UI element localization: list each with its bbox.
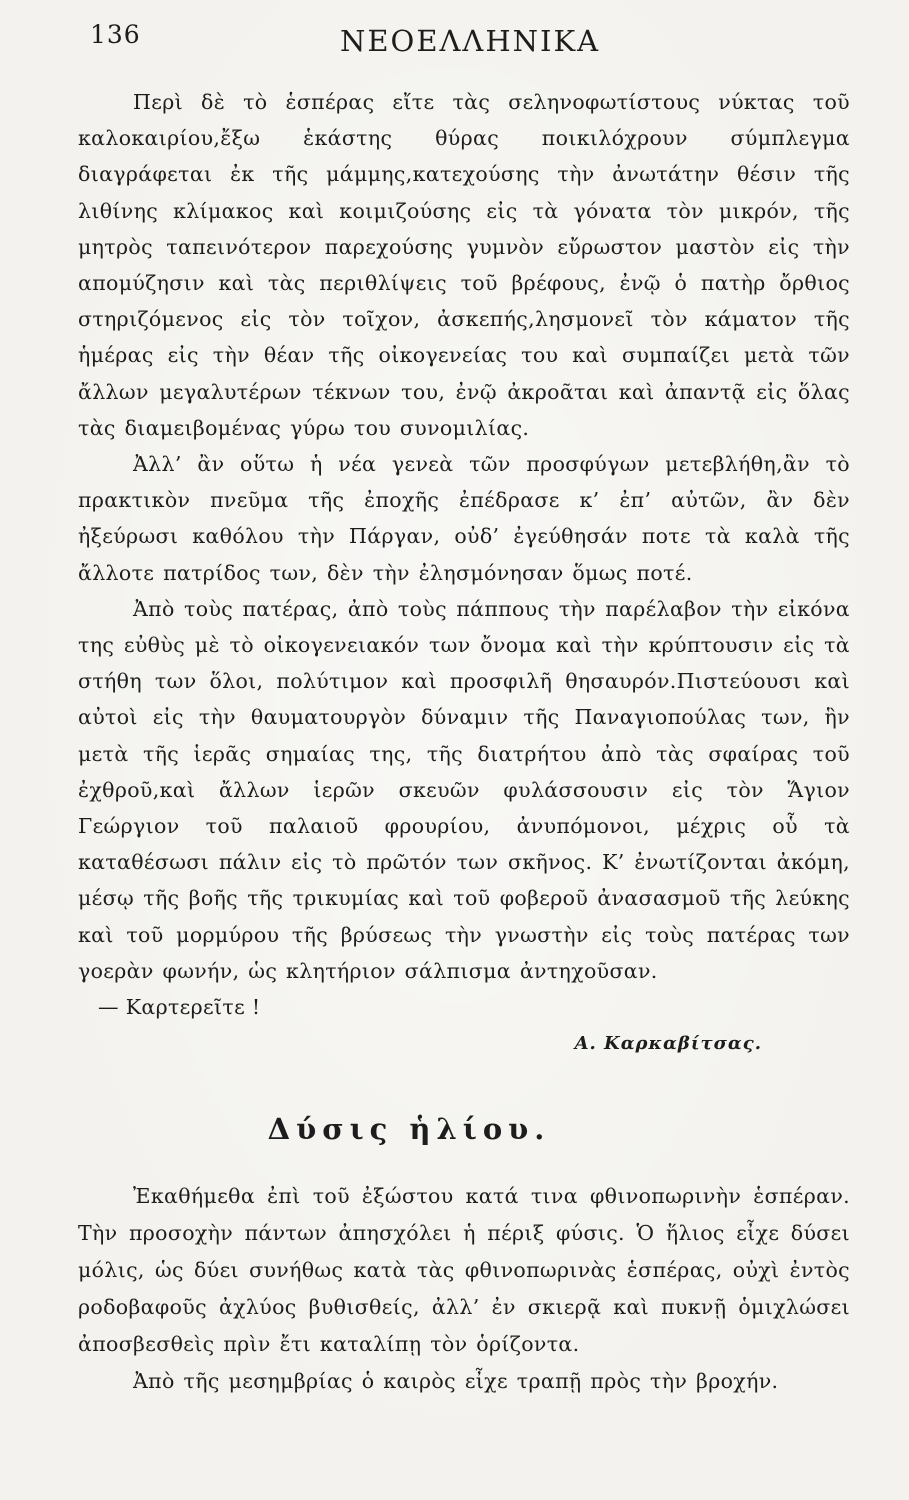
page-number: 136 <box>90 20 141 49</box>
article-paragraph-3: Ἀπὸ τοὺς πατέρας, ἀπὸ τοὺς πάππους τὴν παρέλαβον τὴν εἰκόνα της εὐθὺς μὲ τὸ οἰκογενειακόν των ὄνομα καὶ τὴν κρύπτουσιν εἰς τὰ στήθη των ὅλοι, πολύτιμον καὶ προσφιλῆ θησαυρόν.Πιστεύουσι καὶ αὐτοὶ εἰς τὴν θαυματουργὸν δύναμιν τῆς Παναγιοπούλας των, ἣν μετὰ τῆς ἱερᾶς σημαίας της, τῆς διατρήτου ἀπὸ τὰς σφαίρας τοῦ ἐχθροῦ,καὶ ἄλλων ἱερῶν σκευῶν φυλάσσουσιν εἰς τὸν Ἅγιον Γεώργιον τοῦ παλαιοῦ φρουρίου, ἀνυπόμονοι, μέχρις οὗ τὰ καταθέσωσι πάλιν εἰς τὸ πρῶτόν των σκῆνος. Κ’ ἐνωτίζονται ἀκόμη, μέσῳ τῆς βοῆς τῆς τρικυμίας καὶ τοῦ φοβεροῦ ἀνασασμοῦ τῆς λεύκης καὶ τοῦ μορμύρου τῆς βρύσεως τὴν γνωστὴν εἰς τοὺς πατέρας των γοερὰν φωνήν, ὡς κλητήριον σάλπισμα ἀντηχοῦσαν. <box>78 596 850 983</box>
section-paragraph-2: Ἀπὸ τῆς μεσημβρίας ὁ καιρὸς εἶχε τραπῇ πρὸς τὴν βροχήν. <box>133 1369 779 1394</box>
author-signature: Α. Καρκαβίτσας. <box>574 1033 762 1055</box>
section-title: Δύσις ἡλίου. <box>267 1112 551 1147</box>
section-paragraph-1: Ἐκαθήμεθα ἐπὶ τοῦ ἐξώστου κατά τινα φθινοπωρινὴν ἑσπέραν. Τὴν προσοχὴν πάντων ἀπησχόλει ἡ πέριξ φύσις. Ὁ ἥλιος εἶχε δύσει μόλις, ὡς δύει συνήθως κατὰ τὰς φθινοπωρινὰς ἑσπέρας, οὐχὶ ἐντὸς ροδοβαφοῦς ἀχλύος βυθισθείς, ἀλλ’ ἐν σκιερᾷ καὶ πυκνῇ ὁμιχλώσει ἀποσβεσθεὶς πρὶν ἔτι καταλίπῃ τὸν ὁρίζοντα. <box>78 1184 850 1357</box>
text-column <box>78 84 850 1400</box>
running-head: ΝΕΟΕΛΛΗΝΙΚΑ <box>340 24 601 58</box>
article-paragraph-1: Περὶ δὲ τὸ ἑσπέρας εἴτε τὰς σεληνοφωτίστους νύκτας τοῦ καλοκαιρίου,ἔξω ἑκάστης θύρας ποικιλόχρουν σύμπλεγμα διαγράφεται ἐκ τῆς μάμμης,κατεχούσης τὴν ἀνωτάτην θέσιν τῆς λιθίνης κλίμακος καὶ κοιμιζούσης εἰς τὰ γόνατα τὸν μικρόν, τῆς μητρὸς ταπεινότερον παρεχούσης γυμνὸν εὔρωστον μαστὸν εἰς τὴν απομύζησιν καὶ τὰς περιθλίψεις τοῦ βρέφους, ἐνῷ ὁ πατὴρ ὄρθιος στηριζόμενος εἰς τὸν τοῖχον, ἀσκεπής,λησμονεῖ τὸν κάματον τῆς ἡμέρας εἰς τὴν θέαν τῆς οἰκογενείας του καὶ συμπαίζει μετὰ τῶν ἄλλων μεγαλυτέρων τέκνων του, ἐνῷ ἀκροᾶται καὶ ἀπαντᾷ εἰς ὅλας τὰς διαμειβομένας γύρω του συνομιλίας. <box>78 90 850 440</box>
closing-exclamation: — Καρτερεῖτε ! <box>98 995 261 1020</box>
article-paragraph-2: Ἀλλ’ ἂν οὕτω ἡ νέα γενεὰ τῶν προσφύγων μετεβλήθη,ἂν τὸ πρακτικὸν πνεῦμα τῆς ἐποχῆς ἐπέδρασε κ’ ἐπ’ αὐτῶν, ἂν δὲν ἠξεύρωσι καθόλου τὴν Πάργαν, οὐδ’ ἐγεύθησάν ποτε τὰ καλὰ τῆς ἄλλοτε πατρίδος των, δὲν τὴν ἐλησμόνησαν ὅμως ποτέ. <box>78 452 850 585</box>
